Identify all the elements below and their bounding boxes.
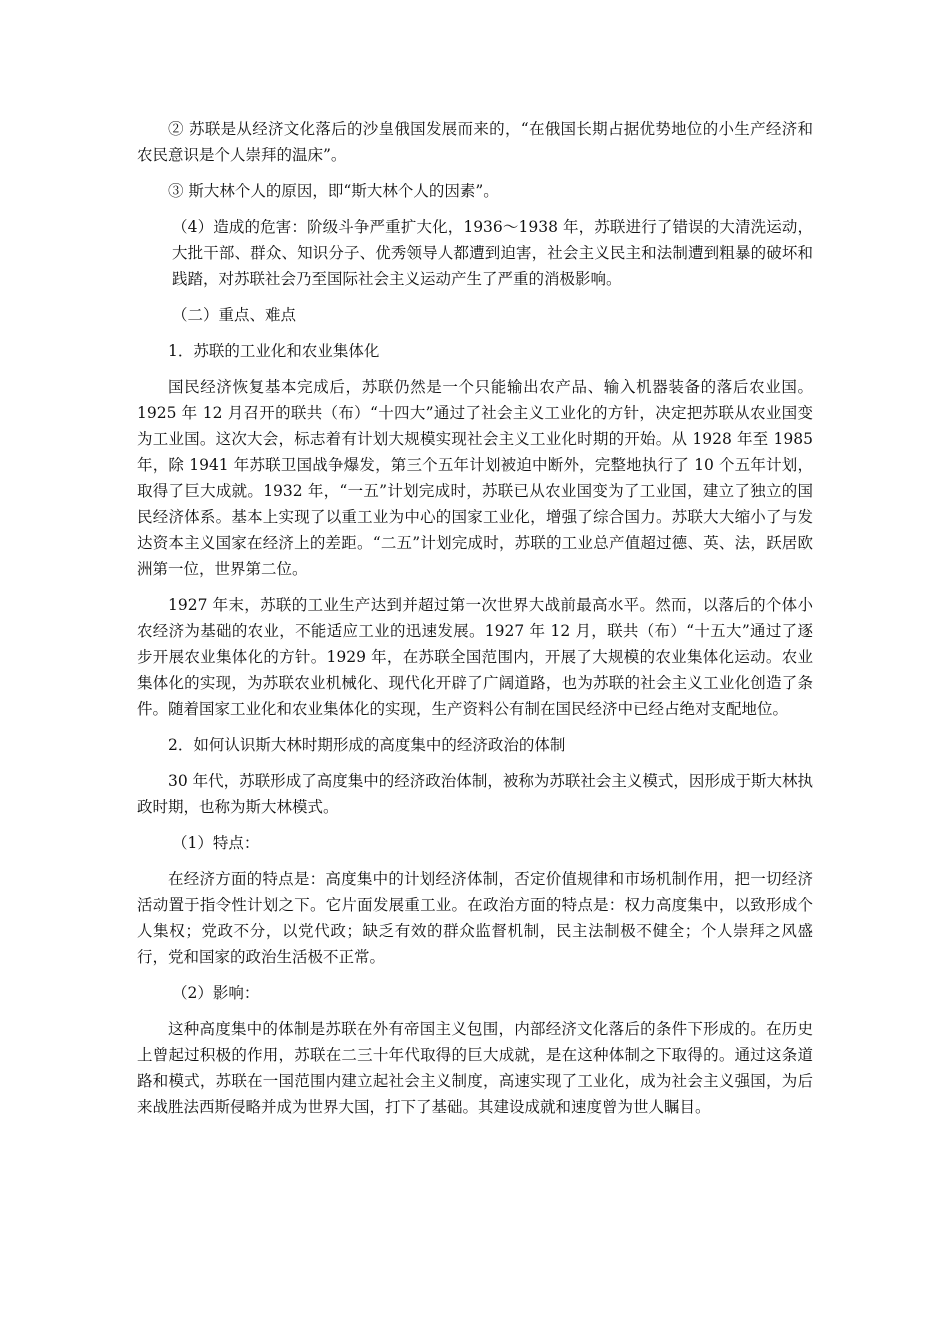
subheading-industrialization: 1．苏联的工业化和农业集体化 <box>168 342 380 360</box>
subheading-influence: （2）影响： <box>172 984 260 1002</box>
document-body <box>137 116 813 1130</box>
paragraph-cause-2: ② 苏联是从经济文化落后的沙皇俄国发展而来的，“在俄国长期占据优势地位的小生产经济和农民意识是个人崇拜的温床”。 <box>137 120 813 164</box>
paragraph-stalin-model: 30 年代，苏联形成了高度集中的经济政治体制，被称为苏联社会主义模式，因形成于斯大林执政时期，也称为斯大林模式。 <box>137 772 813 816</box>
paragraph-influence: 这种高度集中的体制是苏联在外有帝国主义包围，内部经济文化落后的条件下形成的。在历史上曾起过积极的作用，苏联在二三十年代取得的巨大成就，是在这种体制之下取得的。通过这条道路和模式，苏联在一国范围内建立起社会主义制度，高速实现了工业化，成为社会主义强国，为后来战胜法西斯侵略并成为世界大国，打下了基础。其建设成就和速度曾为世人瞩目。 <box>137 1020 813 1116</box>
paragraph-cause-3: ③ 斯大林个人的原因，即“斯大林个人的因素”。 <box>168 182 499 200</box>
paragraph-collectivization: 1927 年末，苏联的工业生产达到并超过第一次世界大战前最高水平。然而，以落后的个体小农经济为基础的农业，不能适应工业的迅速发展。1927 年 12 月，联共（布）“十五大”通过了逐步开展农业集体化的方针。1929 年，在苏联全国范围内，开展了大规模的农业集体化运动。农业集体化的实现，为苏联农业机械化、现代化开辟了广阔道路，也为苏联的社会主义工业化创造了条件。随着国家工业化和农业集体化的实现，生产资料公有制在国民经济中已经占绝对支配地位。 <box>137 596 813 718</box>
paragraph-features: 在经济方面的特点是：高度集中的计划经济体制，否定价值规律和市场机制作用，把一切经济活动置于指令性计划之下。它片面发展重工业。在政治方面的特点是：权力高度集中，以致形成个人集权；党政不分，以党代政；缺乏有效的群众监督机制，民主法制极不健全；个人崇拜之风盛行，党和国家的政治生活极不正常。 <box>137 870 813 966</box>
paragraph-harm: （4）造成的危害：阶级斗争严重扩大化，1936～1938 年，苏联进行了错误的大清洗运动，大批干部、群众、知识分子、优秀领导人都遭到迫害，社会主义民主和法制遭到粗暴的破坏和践踏，对苏联社会乃至国际社会主义运动产生了严重的消极影响。 <box>172 218 813 288</box>
paragraph-industrialization: 国民经济恢复基本完成后，苏联仍然是一个只能输出农产品、输入机器装备的落后农业国。1925 年 12 月召开的联共（布）“十四大”通过了社会主义工业化的方针，决定把苏联从农业国变为工业国。这次大会，标志着有计划大规模实现社会主义工业化时期的开始。从 1928 年至 1985 年，除 1941 年苏联卫国战争爆发，第三个五年计划被迫中断外，完整地执行了 10 个五年计划，取得了巨大成就。1932 年，“一五”计划完成时，苏联已从农业国变为了工业国，建立了独立的国民经济体系。基本上实现了以重工业为中心的国家工业化，增强了综合国力。苏联大大缩小了与发达资本主义国家在经济上的差距。“二五”计划完成时，苏联的工业总产值超过德、英、法，跃居欧洲第一位，世界第二位。 <box>137 378 813 578</box>
section-heading-key-points: （二）重点、难点 <box>172 306 297 324</box>
subheading-system: 2．如何认识斯大林时期形成的高度集中的经济政治的体制 <box>168 736 566 754</box>
subheading-features: （1）特点： <box>172 834 260 852</box>
